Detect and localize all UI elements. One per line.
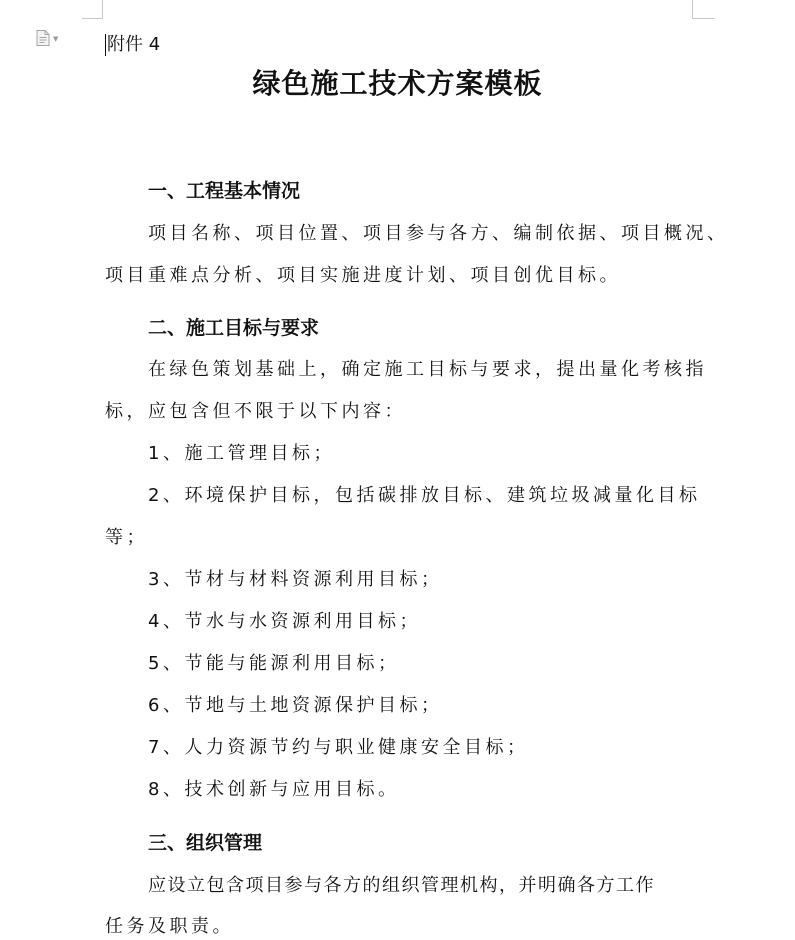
list-item: 5、节能与能源利用目标；	[148, 653, 400, 674]
paragraph-line: 在绿色策划基础上，确定施工目标与要求，提出量化考核指	[148, 359, 707, 380]
text-cursor	[105, 34, 106, 56]
list-item-continuation: 等；	[105, 527, 148, 548]
attachment-label: 附件 4	[107, 34, 161, 55]
list-item: 2、环境保护目标，包括碳排放目标、建筑垃圾减量化目标	[148, 485, 701, 506]
paragraph-line: 标，应包含但不限于以下内容：	[105, 401, 406, 422]
chevron-down-icon: ▼	[53, 34, 59, 43]
page-corner-mark-left	[82, 0, 103, 19]
document-icon	[36, 30, 50, 46]
list-item: 3、节材与材料资源利用目标；	[148, 569, 443, 590]
paragraph-line: 项目重难点分析、项目实施进度计划、项目创优目标。	[105, 265, 621, 286]
list-item: 8、技术创新与应用目标。	[148, 779, 400, 800]
document-title: 绿色施工技术方案模板	[252, 67, 543, 100]
section-heading-1: 一、工程基本情况	[148, 180, 301, 202]
section-heading-3: 三、组织管理	[148, 832, 263, 854]
document-menu[interactable]	[36, 30, 58, 46]
page-corner-mark-right	[692, 0, 715, 19]
list-item: 7、人力资源节约与职业健康安全目标；	[148, 737, 529, 758]
list-item: 4、节水与水资源利用目标；	[148, 611, 421, 632]
paragraph-line: 应设立包含项目参与各方的组织管理机构，并明确各方工作	[148, 875, 655, 896]
paragraph-line: 项目名称、项目位置、项目参与各方、编制依据、项目概况、	[148, 223, 729, 244]
list-item: 6、节地与土地资源保护目标；	[148, 695, 443, 716]
list-item: 1、施工管理目标；	[148, 443, 335, 464]
paragraph-line: 任务及职责。	[105, 916, 234, 937]
section-heading-2: 二、施工目标与要求	[148, 317, 320, 339]
